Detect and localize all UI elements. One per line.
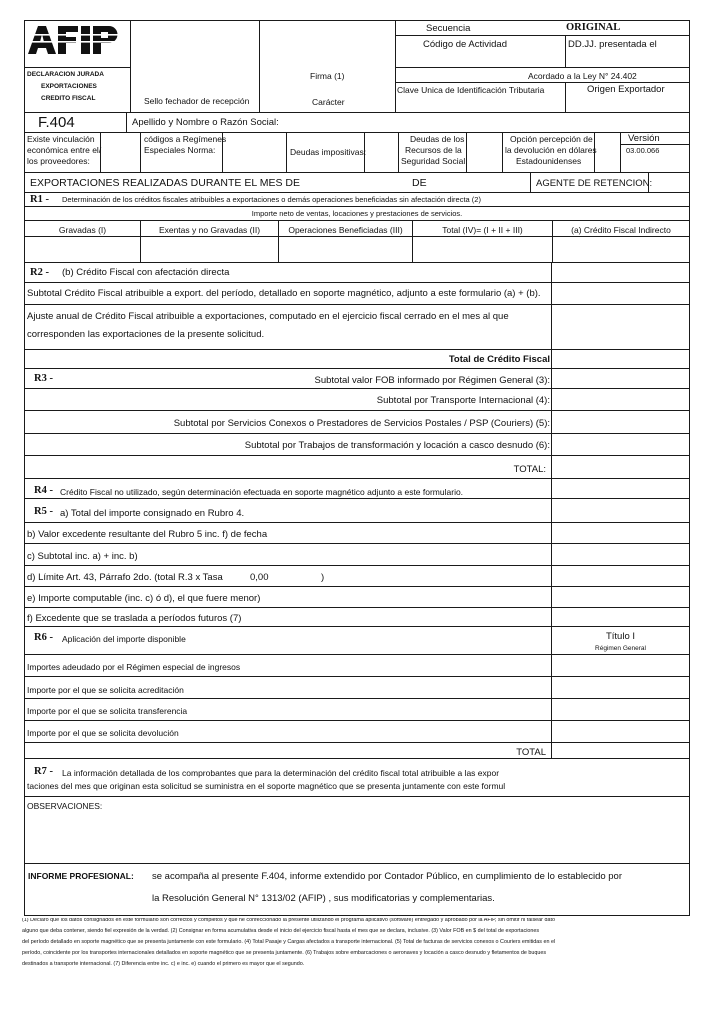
footnote-1: (1) Declaro que los datos consignados en este formulario son correctos y completos y que he confeccionado la presente utilizando el programa aplicativo (software) entregado y aprobado por la AFIP, sin omitir ni falsear dato: [22, 918, 555, 923]
opcion-label-3: Estadounidenses: [516, 156, 582, 166]
rubro-1: [0, 192, 713, 262]
r5-a: a) Total del importe consignado en Rubro 4.: [60, 508, 245, 519]
apellido-label: Apellido y Nombre o Razón Social:: [132, 117, 279, 128]
r6-line-4: Importe por el que se solicita devolución: [27, 728, 179, 738]
r5-label: R5 -: [34, 506, 53, 517]
ddjj-label: DD.JJ. presentada el: [568, 39, 657, 50]
r2-ajuste-2: corresponden las exportaciones de la presente solicitud.: [27, 329, 265, 340]
sello-label: Sello fechador de recepción: [144, 96, 250, 106]
secuencia-label: Secuencia: [426, 23, 471, 34]
r5-d-value: 0,00: [250, 572, 269, 583]
r3-label: R3 -: [34, 373, 53, 384]
opcion-label-2: la devolución en dólares: [505, 145, 597, 155]
exportaciones-row: [0, 172, 713, 192]
caracter-label: Carácter: [312, 97, 345, 107]
r3-line-2: Subtotal por Transporte Internacional (4):: [376, 395, 550, 406]
r4-text: Crédito Fiscal no utilizado, según determinación efectuada en soporte magnético adjunto a este formulario.: [60, 487, 464, 497]
footnotes: [22, 918, 690, 978]
deudas-recursos-label-2: Recursos de la: [405, 145, 462, 155]
version-label: Versión: [628, 133, 660, 144]
deudas-recursos-label-3: Seguridad Social:: [401, 156, 468, 166]
r6-text: Aplicación del importe disponible: [62, 634, 186, 644]
r5-d: d) Límite Art. 43, Párrafo 2do. (total R.3 x Tasa: [27, 572, 223, 583]
r3-line-3: Subtotal por Servicios Conexos o Prestadores de Servicios Postales / PSP (Couriers) (5):: [173, 418, 550, 429]
r6-line-1: Importes adeudado por el Régimen especial de ingresos: [27, 662, 241, 672]
codigos-label-2: Especiales Norma:: [144, 145, 216, 155]
informe-text-2: la Resolución General N° 1313/02 (AFIP) , sus modificatorias y complementarias.: [152, 893, 495, 904]
r7-line-1: La información detallada de los comprobantes que para la determinación del crédito fiscal total atribuible a las expor: [62, 768, 500, 778]
form-code: F.404: [38, 114, 75, 131]
origen-label: Origen Exportador: [587, 84, 665, 95]
informe-text-1: se acompaña al presente F.404, informe extendido por Contador Público, en cumplimiento de lo establecido por: [152, 871, 623, 882]
r4-label: R4 -: [34, 485, 53, 496]
decl-line-3: CREDITO FISCAL: [41, 95, 96, 102]
r1-label: R1 -: [30, 194, 49, 205]
afip-logo: [26, 24, 126, 56]
form-header: [0, 0, 713, 112]
informe-profesional: [0, 863, 713, 915]
footnote-4: período, coincidente por los transportes internacionales detallados en soporte magnético que se presenta juntamente. (6) Trabajos sobre embarcaciones o aeronaves y locación a casco desnudo y fletamentos de buques: [22, 950, 547, 956]
footnote-3: del período detallado en soporte magnético que se presenta juntamente con este formulario. (4) Total Pasaje y Cargas afectados a transporte internacional. (5) Total de facturas de servicios conexos o Couriers emitidas en el: [22, 939, 556, 945]
r6-label: R6 -: [34, 632, 53, 643]
vinculacion-label-1: Existe vinculación: [27, 134, 95, 144]
acordado-label: Acordado a la Ley N° 24.402: [528, 71, 637, 81]
footnote-5: destinados a transporte internacional. (7) Diferencia entre inc. c) e inc. e) cuando el primero es mayor que el segundo.: [22, 961, 305, 967]
original-label: ORIGINAL: [566, 22, 621, 33]
exportaciones-title: EXPORTACIONES REALIZADAS DURANTE EL MES DE: [30, 177, 300, 189]
r2-text: (b) Crédito Fiscal con afectación directa: [62, 267, 230, 278]
agente-retencion-label: AGENTE DE RETENCION:: [536, 178, 653, 189]
vinculacion-label-3: los proveedores:: [27, 156, 90, 166]
r2-label: R2 -: [30, 267, 49, 278]
r5-b: b) Valor excedente resultante del Rubro 5 inc. f) de fecha: [27, 529, 268, 540]
r6-line-3: Importe por el que se solicita transferencia: [27, 706, 188, 716]
exportaciones-de: DE: [412, 177, 427, 189]
r6-regimen: Régimen General: [595, 645, 646, 652]
footnote-2: alguno que deba contener, siendo fiel expresión de la verdad. (2) Consignar en forma acumulativa desde el inicio del ejercicio fiscal hasta el mes que se declara, inclusive. (3) Valor FOB en $ del total de exportaciones: [22, 928, 540, 934]
info-row: [0, 132, 713, 172]
r7-line-2: taciones del mes que originan esta solicitud se suministra en el soporte magnético que se presenta juntamente con este formul: [27, 781, 506, 791]
r2-total-credito: Total de Crédito Fiscal: [448, 354, 550, 365]
r1-col-gravadas: Gravadas (I): [58, 225, 107, 235]
r7-label: R7 -: [34, 766, 53, 777]
r1-importe: Importe neto de ventas, locaciones y prestaciones de servicios.: [251, 209, 463, 218]
codigo-actividad-label: Código de Actividad: [423, 39, 507, 50]
r5-c: c) Subtotal inc. a) + inc. b): [27, 551, 138, 562]
decl-line-1: DECLARACION JURADA: [27, 71, 104, 78]
vinculacion-label-2: económica entre el/: [27, 145, 102, 155]
deudas-recursos-label-1: Deudas de los: [410, 134, 465, 144]
r3-total: TOTAL:: [513, 464, 546, 475]
r5-e: e) Importe computable (inc. c) ó d), el que fuere menor): [27, 593, 261, 604]
cuit-label: Clave Unica de Identificación Tributaria: [397, 85, 545, 95]
codigos-label-1: códigos a Regímenes: [144, 134, 227, 144]
opcion-label-1: Opción percepción de: [510, 134, 593, 144]
deudas-impositivas-label: Deudas impositivas:: [290, 147, 367, 157]
r1-col-credito-indirecto: (a) Crédito Fiscal Indirecto: [571, 225, 671, 235]
r3-line-1: Subtotal valor FOB informado por Régimen General (3):: [314, 375, 550, 386]
r3-line-4: Subtotal por Trabajos de transformación y locación a casco desnudo (6):: [244, 440, 550, 451]
r5-d-close: ): [321, 572, 325, 583]
rubros-body: [0, 262, 713, 864]
r1-col-beneficiadas: Operaciones Beneficiadas (III): [288, 225, 403, 235]
r1-col-exentas: Exentas y no Gravadas (II): [158, 225, 261, 235]
r5-f: f) Excedente que se traslada a períodos futuros (7): [27, 613, 242, 624]
r6-total: TOTAL: [516, 747, 546, 758]
taxpayer-row: [0, 112, 713, 132]
informe-label: INFORME PROFESIONAL:: [28, 871, 134, 881]
decl-line-2: EXPORTACIONES: [41, 83, 97, 90]
r1-text: Determinación de los créditos fiscales atribuibles a exportaciones o demás operaciones beneficiadas sin afectación directa (2): [62, 195, 481, 204]
r2-subtotal: Subtotal Crédito Fiscal atribuible a export. del período, detallado en soporte magnético, adjunto a este formulario (a) + (b).: [27, 288, 541, 299]
firma-label: Firma (1): [310, 71, 345, 81]
observaciones-label: OBSERVACIONES:: [27, 801, 103, 811]
r6-line-2: Importe por el que se solicita acreditación: [27, 685, 184, 695]
r6-titulo: Título I: [605, 631, 636, 642]
version-value: 03.00.066: [626, 146, 660, 155]
r1-col-total: Total (IV)= (I + II + III): [442, 225, 523, 235]
r2-ajuste-1: Ajuste anual de Crédito Fiscal atribuible a exportaciones, computado en el ejercicio fiscal cerrado en el mes al que: [27, 311, 509, 322]
